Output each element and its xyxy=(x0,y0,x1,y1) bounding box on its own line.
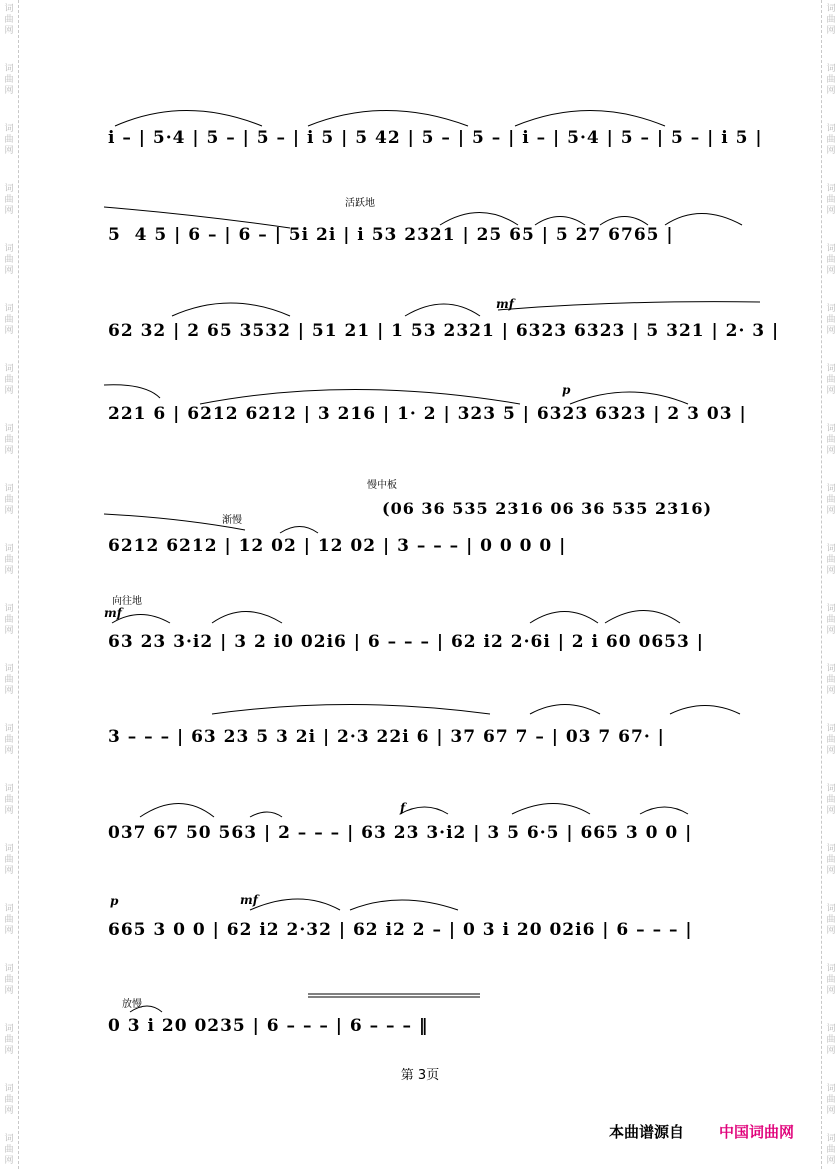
score-line-9 xyxy=(108,920,768,952)
watermark-text: 词曲网 xyxy=(4,784,14,816)
notation-text: i – | 5·4 | 5 – | 5 – | i 5 | 5 42 | 5 – | 5 – | i – | 5·4 | 5 – | 5 – | i 5 | xyxy=(108,128,763,148)
expression-mark: 向往地 xyxy=(112,596,142,607)
notation-text: 6212 6212 | 12 02 | 12 02 | 3 – – – | 0 0 0 0 | xyxy=(108,536,567,556)
notation-text: 63 23 3·i2 | 3 2 i0 02i6 | 6 – – – | 62 i2 2·6i | 2 i 60 0653 | xyxy=(108,632,704,652)
footer-site-link[interactable]: 中国词曲网 xyxy=(719,1123,795,1141)
watermark-text: 词曲网 xyxy=(4,964,14,996)
watermark-text: 词曲网 xyxy=(826,1134,836,1166)
score-line-8 xyxy=(108,823,768,855)
watermark-text: 词曲网 xyxy=(4,1024,14,1056)
watermark-text: 词曲网 xyxy=(826,484,836,516)
score-line-5 xyxy=(108,536,768,568)
watermark-text: 词曲网 xyxy=(826,664,836,696)
watermark-text: 词曲网 xyxy=(826,1024,836,1056)
notation-text: 665 3 0 0 | 62 i2 2·32 | 62 i2 2 – | 0 3 i 20 02i6 | 6 – – – | xyxy=(108,920,693,940)
score-line-4 xyxy=(108,404,768,436)
watermark-text: 词曲网 xyxy=(826,1084,836,1116)
watermark-text: 词曲网 xyxy=(826,64,836,96)
watermark-text: 词曲网 xyxy=(4,424,14,456)
watermark-text: 词曲网 xyxy=(4,1134,14,1166)
watermark-text: 词曲网 xyxy=(4,304,14,336)
watermark-text: 词曲网 xyxy=(4,904,14,936)
watermark-text: 词曲网 xyxy=(4,124,14,156)
watermark-text: 词曲网 xyxy=(4,4,14,36)
dynamic-mark: mf xyxy=(496,297,514,311)
watermark-text: 词曲网 xyxy=(4,184,14,216)
notation-text: 037 67 50 563 | 2 – – – | 63 23 3·i2 | 3 5 6·5 | 665 3 0 0 | xyxy=(108,823,693,843)
notation-text: 5 4 5 | 6 – | 6 – | 5i 2i | i 53 2321 | 25 65 | 5 27 6765 | xyxy=(108,225,674,245)
watermark-text: 词曲网 xyxy=(4,544,14,576)
score-line-1 xyxy=(108,128,768,160)
score-line-10 xyxy=(108,1016,768,1048)
expression-mark: 渐慢 xyxy=(222,515,242,526)
watermark-text: 词曲网 xyxy=(826,184,836,216)
notation-text: 3 – – – | 63 23 5 3 2i | 2·3 22i 6 | 37 67 7 – | 03 7 67· | xyxy=(108,727,665,747)
watermark-text: 词曲网 xyxy=(826,844,836,876)
watermark-text: 词曲网 xyxy=(4,244,14,276)
watermark-text: 词曲网 xyxy=(826,304,836,336)
watermark-text: 词曲网 xyxy=(4,844,14,876)
score-line-6 xyxy=(108,632,768,664)
watermark-text: 词曲网 xyxy=(826,4,836,36)
watermark-text: 词曲网 xyxy=(4,724,14,756)
watermark-text: 词曲网 xyxy=(4,64,14,96)
dynamic-mark: mf xyxy=(104,606,122,620)
watermark-text: 词曲网 xyxy=(4,1084,14,1116)
watermark-text: 词曲网 xyxy=(826,904,836,936)
dynamic-mark: p xyxy=(562,383,571,397)
watermark-text: 词曲网 xyxy=(826,544,836,576)
watermark-text: 词曲网 xyxy=(4,664,14,696)
watermark-text: 词曲网 xyxy=(826,604,836,636)
score-line-3 xyxy=(108,321,780,353)
footer-source-label: 本曲谱源自 xyxy=(609,1123,685,1141)
watermark-text: 词曲网 xyxy=(4,484,14,516)
page-number: 第 3页 xyxy=(400,1068,440,1083)
watermark-text: 词曲网 xyxy=(4,364,14,396)
watermark-text: 词曲网 xyxy=(826,124,836,156)
dynamic-mark: p xyxy=(110,894,119,908)
interlude-notation: (06 36 535 2316 06 36 535 2316) xyxy=(382,499,713,518)
dynamic-mark: f xyxy=(400,801,406,815)
score-line-7 xyxy=(108,727,768,759)
watermark-text: 词曲网 xyxy=(4,604,14,636)
watermark-text: 词曲网 xyxy=(826,244,836,276)
dynamic-mark: mf xyxy=(240,893,258,907)
notation-text: 221 6 | 6212 6212 | 3 216 | 1· 2 | 323 5 | 6323 6323 | 2 3 03 | xyxy=(108,404,747,424)
tempo-mark: 慢中板 xyxy=(367,480,397,491)
watermark-text: 词曲网 xyxy=(826,784,836,816)
watermark-text: 词曲网 xyxy=(826,364,836,396)
notation-text: 0 3 i 20 0235 | 6 – – – | 6 – – – ‖ xyxy=(108,1016,429,1036)
score-line-2 xyxy=(108,225,768,257)
watermark-text: 词曲网 xyxy=(826,424,836,456)
watermark-text: 词曲网 xyxy=(826,724,836,756)
watermark-text: 词曲网 xyxy=(826,964,836,996)
expression-mark: 放慢 xyxy=(122,999,142,1010)
notation-text: 62 32 | 2 65 3532 | 51 21 | 1 53 2321 | 6323 6323 | 5 321 | 2· 3 | xyxy=(108,321,780,341)
expression-mark: 活跃地 xyxy=(345,198,375,209)
